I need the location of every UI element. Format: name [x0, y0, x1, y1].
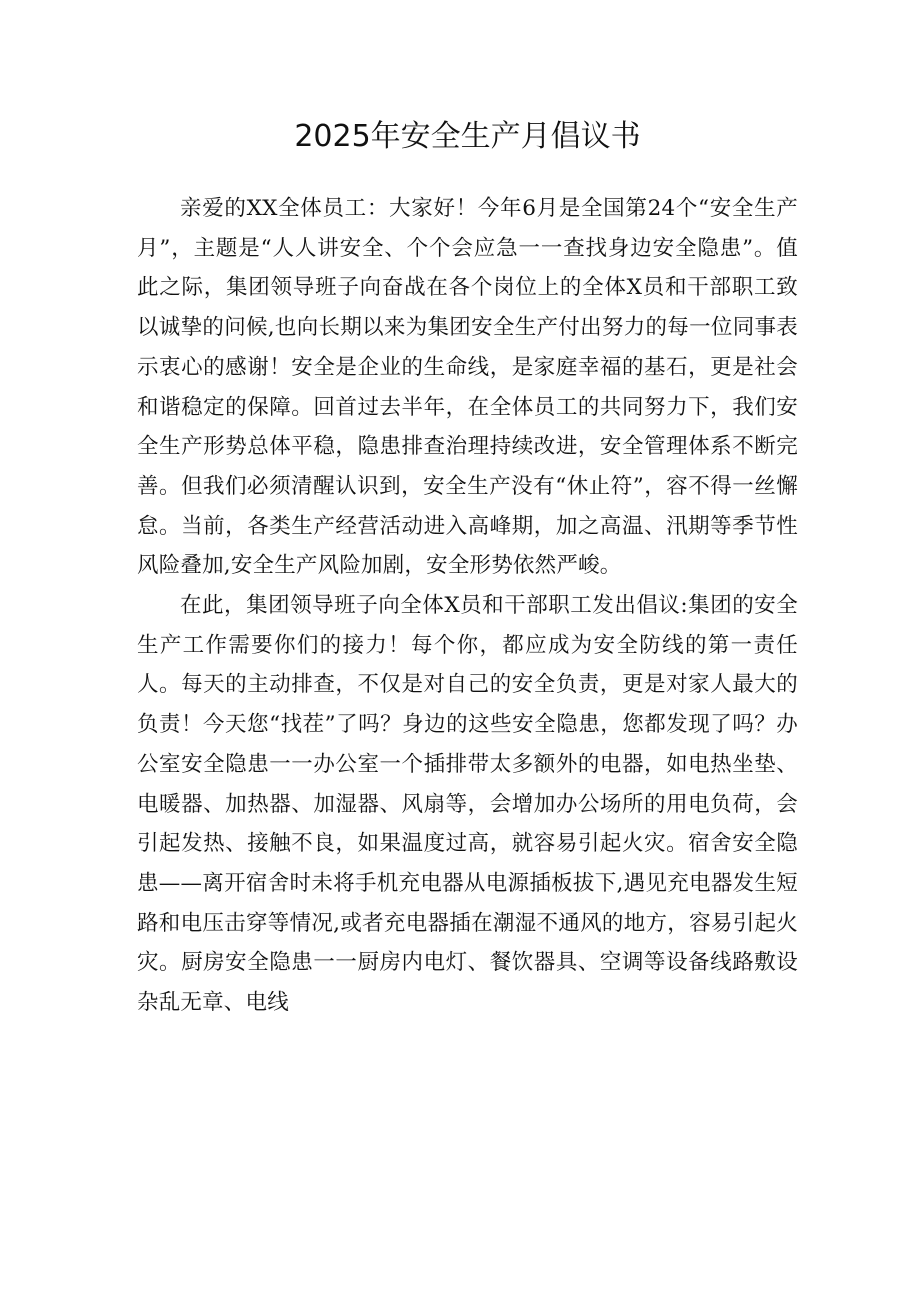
document-title: 2025年安全生产月倡议书	[294, 119, 641, 154]
paragraph-1: 亲爱的XX全体员工：大家好！今年6月是全国第24个“安全生产月”，主题是“人人讲安全、个个会应急一一查找身边安全隐患”。值此之际，集团领导班子向奋战在各个岗位上的全体X员和干部职工致以诚挚的问候,也向长期以来为集团安全生产付出努力的每一位同事表示衷心的感谢！安全是企业的生命线，是家庭幸福的基石，更是社会和谐稳定的保障。回首过去半年，在全体员工的共同努力下，我们安全生产形势总体平稳，隐患排查治理持续改进，安全管理体系不断完善。但我们必须清醒认识到，安全生产没有“休止符”，容不得一丝懈怠。当前，各类生产经营活动进入高峰期，加之高温、汛期等季节性风险叠加,安全生产风险加剧，安全形势依然严峻。	[137, 196, 798, 579]
paragraph-2: 在此，集团领导班子向全体X员和干部职工发出倡议:集团的安全生产工作需要你们的接力！每个你，都应成为安全防线的第一责任人。每天的主动排查，不仅是对自己的安全负责，更是对家人最大的负责！今天您“找茬”了吗？身边的这些安全隐患，您都发现了吗？办公室安全隐患一一办公室一个插排带太多额外的电器，如电热坐垫、电暖器、加热器、加湿器、风扇等，会增加办公场所的用电负荷，会引起发热、接触不良，如果温度过高，就容易引起火灾。宿舍安全隐患——离开宿舍时未将手机充电器从电源插板拔下,遇见充电器发生短路和电压击穿等情况,或者充电器插在潮湿不通风的地方，容易引起火灾。厨房安全隐患一一厨房内电灯、餐饮器具、空调等设备线路敷设杂乱无章、电线	[137, 593, 798, 1016]
